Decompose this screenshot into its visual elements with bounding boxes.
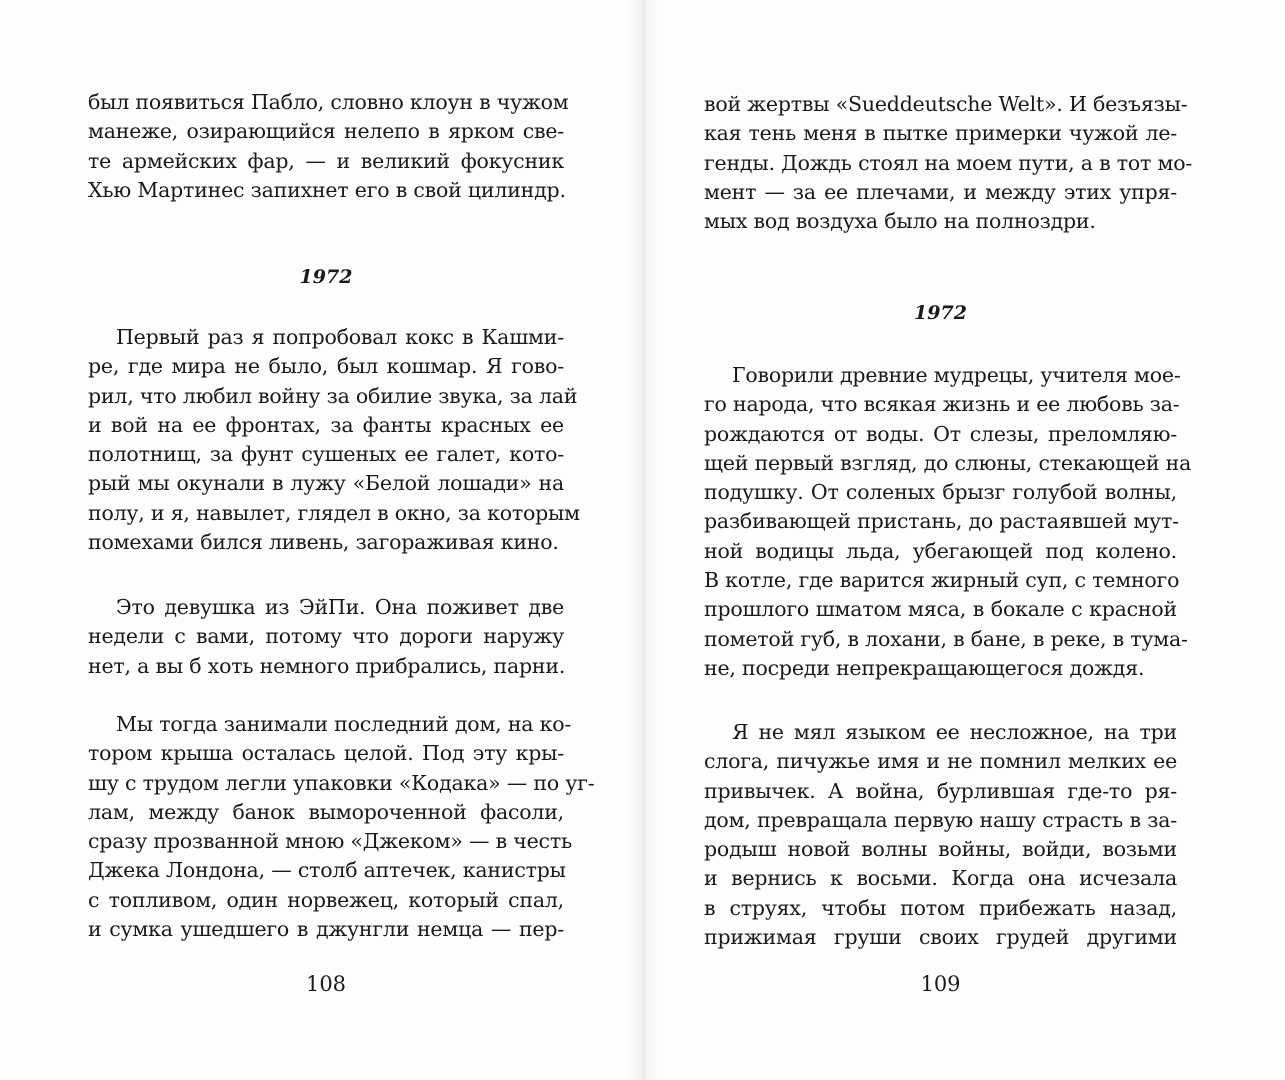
text-line: го народа, что всякая жизнь и ее любовь за- bbox=[704, 392, 1180, 417]
text-line: недели с вами, потому что дороги наружу bbox=[88, 624, 564, 649]
text-line: вой жертвы «Sueddeutsche Welt». И безъязы- bbox=[704, 92, 1188, 116]
text-line: с топливом, один норвежец, который спал, bbox=[88, 887, 564, 912]
text-line: был появиться Пабло, словно клоун в чужом bbox=[88, 90, 569, 114]
text-line: Я не мял языком ее несложное, на три bbox=[732, 720, 1177, 744]
text-line: рождаются от воды. От слезы, преломляю- bbox=[704, 421, 1177, 446]
text-line: привычек. А война, бурлившая где-то ря- bbox=[704, 778, 1177, 803]
text-line: кая тень меня в пытке примерки чужой ле- bbox=[704, 121, 1177, 146]
text-line: дом, превращала первую нашу страсть в за- bbox=[704, 807, 1177, 832]
page-number: 109 bbox=[920, 972, 961, 996]
right-paragraph-1 bbox=[704, 361, 1192, 683]
text-line: Хью Мартинес запихнет его в свой цилиндр. bbox=[88, 177, 566, 202]
text-line: Джека Лондона, — столб аптечек, канистры bbox=[88, 858, 566, 883]
section-heading: 1972 bbox=[299, 266, 353, 288]
text-line: прошлого шматом мяса, в бокале с красной bbox=[704, 597, 1177, 622]
text-line: слога, пичужье имя и не помнил мелких ее bbox=[704, 749, 1177, 774]
text-line: мых вод воздуха было на полноздри. bbox=[704, 209, 1096, 234]
text-line: генды. Дождь стоял на моем пути, а в тот мо- bbox=[704, 150, 1193, 175]
right-page bbox=[645, 0, 1285, 1080]
text-line: в струях, чтобы потом прибежать назад, bbox=[704, 895, 1177, 920]
text-line: сразу прозванной мною «Джеком» — в честь bbox=[88, 829, 572, 854]
left-paragraph-3 bbox=[88, 710, 595, 944]
text-line: родыш новой волны войны, войди, возьми bbox=[704, 837, 1177, 862]
left-intro-text bbox=[88, 88, 569, 205]
text-line: Говорили древние мудрецы, учителя мое- bbox=[732, 363, 1181, 387]
text-line: Первый раз я попробовал кокс в Кашми- bbox=[116, 325, 564, 349]
text-line: Мы тогда занимали последний дом, на ко- bbox=[116, 712, 572, 736]
text-line: В котле, где варится жирный суп, с темного bbox=[704, 568, 1180, 593]
text-line: пометой губ, в лохани, в бане, в реке, в тума- bbox=[704, 626, 1188, 651]
page-number: 108 bbox=[305, 972, 347, 996]
right-intro-text bbox=[704, 90, 1193, 236]
text-line: не, посреди непрекращающегося дождя. bbox=[704, 655, 1145, 680]
text-line: и сумка ушедшего в джунгли немца — пер- bbox=[88, 917, 564, 942]
text-line: те армейских фар, — и великий фокусник bbox=[88, 148, 564, 173]
text-line: подушку. От соленых брызг голубой волны, bbox=[704, 480, 1177, 505]
text-line: тором крыша осталась целой. Под эту кры- bbox=[88, 741, 564, 766]
text-line: щей первый взгляд, до слюны, стекающей на bbox=[704, 450, 1192, 475]
text-line: полотнищ, за фунт сушеных ее галет, кото- bbox=[88, 442, 564, 467]
right-paragraph-2 bbox=[704, 718, 1177, 952]
text-line: прижимая груши своих грудей другими bbox=[704, 925, 1177, 950]
text-line: разбивающей пристань, до растаявшей мут- bbox=[704, 509, 1179, 534]
text-line: ной водицы льда, убегающей под колено. bbox=[704, 538, 1177, 563]
text-line: Это девушка из ЭйПи. Она поживет две bbox=[116, 595, 564, 619]
text-line: и вой на ее фронтах, за фанты красных ее bbox=[88, 412, 564, 437]
section-heading: 1972 bbox=[914, 302, 967, 324]
text-line: ре, где мира не было, был кошмар. Я гово- bbox=[88, 354, 564, 379]
left-page bbox=[0, 0, 640, 1080]
text-line: лам, между банок вымороченной фасоли, bbox=[88, 799, 564, 824]
left-paragraph-2 bbox=[88, 593, 564, 681]
text-line: и вернись к восьми. Когда она исчезала bbox=[704, 866, 1177, 891]
text-line: рил, что любил войну за обилие звука, за лай bbox=[88, 383, 578, 408]
text-line: шу с трудом легли упаковки «Кодака» — по уг- bbox=[88, 770, 595, 795]
text-line: рый мы окунали в лужу «Белой лошади» на bbox=[88, 471, 564, 496]
text-line: мент — за ее плечами, и между этих упря- bbox=[704, 179, 1177, 204]
text-line: полу, и я, навылет, глядел в окно, за которым bbox=[88, 500, 580, 525]
text-line: манеже, озирающийся нелепо в ярком све- bbox=[88, 119, 564, 144]
text-line: нет, а вы б хоть немного прибрались, парни. bbox=[88, 653, 566, 678]
text-line: помехами бился ливень, загораживая кино. bbox=[88, 530, 559, 555]
left-paragraph-1 bbox=[88, 323, 580, 557]
